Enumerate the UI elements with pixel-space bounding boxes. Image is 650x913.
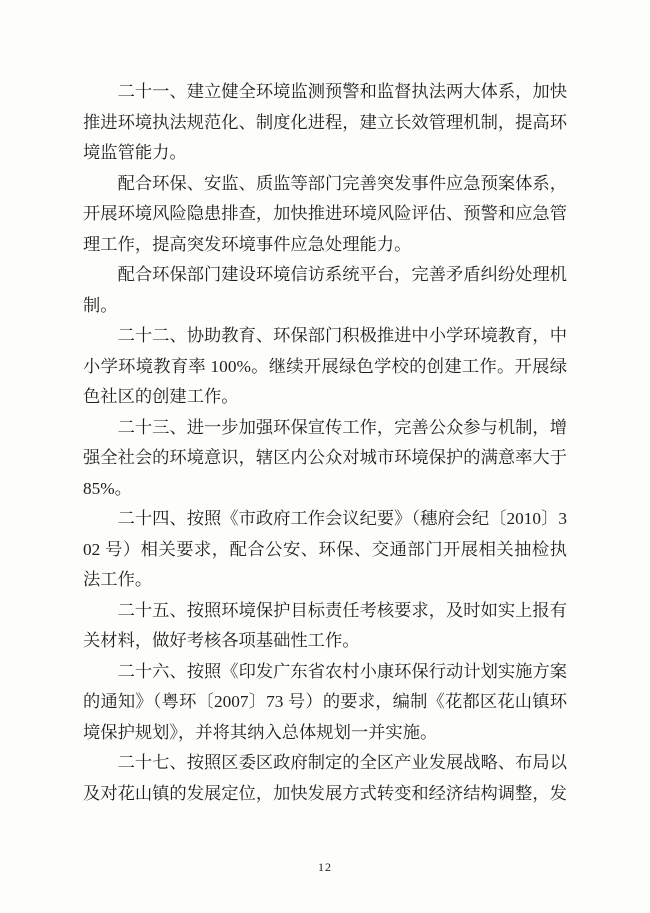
- page-number: 12: [318, 860, 332, 874]
- paragraph: 二十一、建立健全环境监测预警和监督执法两大体系，加快推进环境执法规范化、制度化进程，建立长效管理机制，提高环境监管能力。: [83, 82, 567, 162]
- paragraph: 二十四、按照《市政府工作会议纪要》（穗府会纪〔2010〕302 号）相关要求，配合公安、环保、交通部门开展相关抽检执法工作。: [83, 509, 567, 589]
- paragraph: 二十五、按照环境保护目标责任考核要求，及时如实上报有关材料，做好考核各项基础性工作。: [83, 600, 567, 650]
- paragraph: 配合环保、安监、质监等部门完善突发事件应急预案体系，开展环境风险隐患排查，加快推进环境风险评估、预警和应急管理工作，提高突发环境事件应急处理能力。: [83, 173, 567, 254]
- paragraph: 二十三、进一步加强环保宣传工作，完善公众参与机制，增强全社会的环境意识，辖区内公众对城市环境保护的满意率大于85%。: [83, 417, 567, 498]
- paragraph: 二十六、按照《印发广东省农村小康环保行动计划实施方案的通知》（粤环〔2007〕73 号）的要求，编制《花都区花山镇环境保护规划》，并将其纳入总体规划一并实施。: [83, 661, 567, 742]
- document-body: [83, 77, 567, 809]
- paragraph: 二十七、按照区委区政府制定的全区产业发展战略、布局以及对花山镇的发展定位，加快发展方式转变和经济结构调整，发: [83, 753, 567, 803]
- paragraph: 二十二、协助教育、环保部门积极推进中小学环境教育，中小学环境教育率 100%。继续开展绿色学校的创建工作。开展绿色社区的创建工作。: [83, 326, 567, 406]
- paragraph: 配合环保部门建设环境信访系统平台，完善矛盾纠纷处理机制。: [83, 265, 567, 315]
